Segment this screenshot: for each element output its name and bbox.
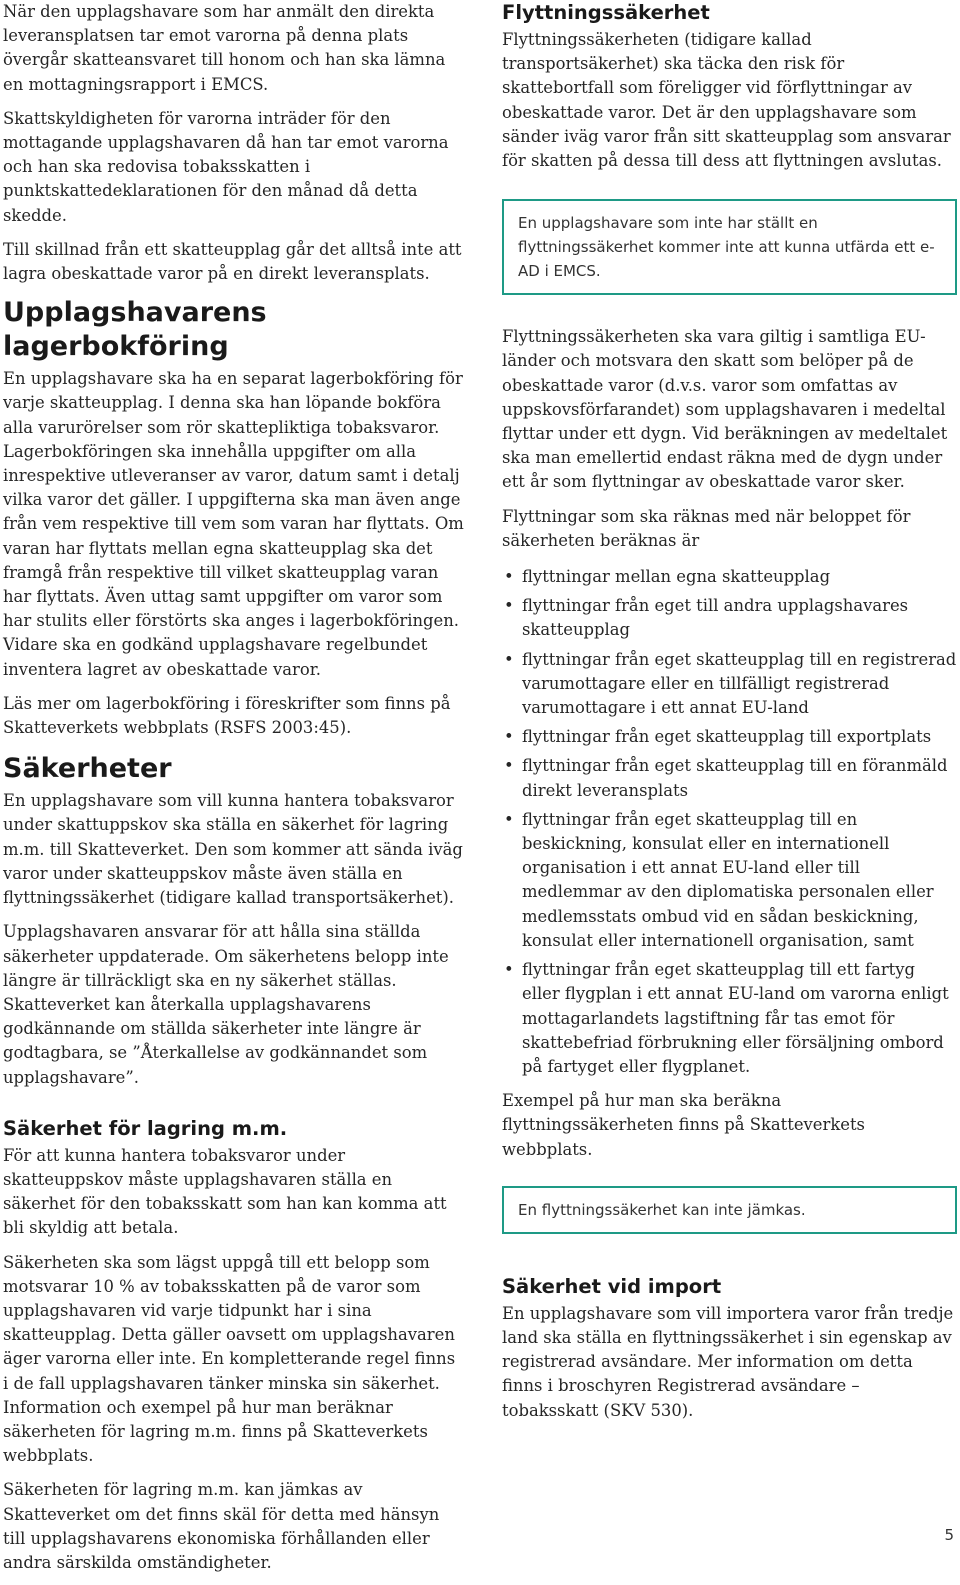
note-box-jamkas: En flyttningssäkerhet kan inte jämkas. [502, 1186, 957, 1234]
note-box-ead: En upplagshavare som inte har ställt en flyttningssäkerhet kommer inte att kunna utfärda ett e-AD i EMCS. [502, 199, 957, 295]
paragraph-flytt-intro: Flyttningssäkerheten (tidigare kallad transportsäkerhet) ska täcka den risk för skattebortfall som föreligger vid förflyttningar av obeskattade varor. Det är den upplagshavare som sänder iväg varor från sitt skatteupplag som ansvarar för skatten på dessa till dess att flyttningen avslutas. [502, 30, 951, 171]
paragraph-import: En upplagshavare som vill importera varor från tredje land ska ställa en flyttningssäkerhet i sin egenskap av registrerad avsändare. Mer information om detta finns i broschyren Registrerad avsändare – tobaksskatt (SKV 530). [502, 1303, 954, 1420]
paragraph-storage-difference: Till skillnad från ett skatteupplag går det alltså inte att lagra obeskattade varor på en direkt leveransplats. [3, 239, 462, 284]
paragraph-lagring-1: För att kunna hantera tobaksvaror under skatteuppskov måste upplagshavaren ställa en säkerhet för den tobaksskatt som han kan komma att bli skyldig att betala. [3, 1145, 447, 1238]
paragraph-flytt-validity: Flyttningssäkerheten ska vara giltig i samtliga EU-länder och motsvara den skatt som belöper på de obeskattade varor (d.v.s. varor som omfattas av uppskovsförfarandet) som upplagshavaren i medeltal flyttar under ett dygn. Vid beräkningen av medeltalet ska man emellertid endast räkna med de dygn under ett år som flyttningar av obeskattade varor sker. [502, 327, 948, 492]
left-column [3, 0, 465, 1585]
list-item: • flyttningar från eget skatteupplag till en beskickning, konsulat eller en internationell organisation i ett annat EU-land eller till medlemmar av den diplomatiska personalen eller medlemsstats ombud vid en sådan beskickning, konsulat eller internationell organisation, samt [502, 808, 957, 953]
list-item: • flyttningar från eget till andra upplagshavares skatteupplag [502, 594, 957, 642]
paragraph-tax-liability: Skattskyldigheten för varorna inträder för den mottagande upplagshavaren då han tar emot varorna och han ska redovisa tobaksskatten i punktskattedeklarationen för den månad då detta skedde. [3, 108, 449, 225]
heading-sakerheter: Säkerheter [3, 753, 172, 785]
page-number: 5 [944, 1526, 954, 1544]
right-column [502, 0, 957, 1433]
list-item: • flyttningar från eget skatteupplag till ett fartyg eller flygplan i ett annat EU-land om varorna enligt mottagarlandets lagstiftning får tas emot för skattebefriad förbrukning eller försäljning ombord på fartyget eller flygplanet. [502, 958, 957, 1079]
list-item: • flyttningar från eget skatteupplag till exportplats [502, 725, 957, 749]
heading-sakerhet-import: Säkerhet vid import [502, 1274, 722, 1298]
paragraph-lagring-3: Säkerheten för lagring m.m. kan jämkas av Skatteverket om det finns skäl för detta med hänsyn till upplagshavarens ekonomiska förhållanden eller andra särskilda omständigheter. [3, 1480, 440, 1572]
paragraph-direct-delivery: När den upplagshavare som har anmält den direkta leveransplatsen tar emot varorna på denna plats övergår skatteansvaret till honom och han ska lämna en mottagningsrapport i EMCS. [3, 2, 446, 94]
paragraph-sakerheter-intro: En upplagshavare som vill kunna hantera tobaksvaror under skattuppskov ska ställa en säkerhet för lagring m.m. till Skatteverket. Den som kommer att sända iväg varor under skatteuppskov måste även ställa en flyttningssäkerhet (tidigare kallad transportsäkerhet). [3, 791, 463, 908]
bullet-list-flyttningar [502, 565, 957, 1079]
paragraph-flytt-example: Exempel på hur man ska beräkna flyttningssäkerheten finns på Skatteverkets webbplats. [502, 1091, 865, 1159]
paragraph-lagerbokforing: En upplagshavare ska ha en separat lagerbokföring för varje skatteupplag. I denna ska han löpande bokföra alla varurörelser som rör skattepliktiga tobaksvaror. Lagerbokföringen ska innehålla uppgifter om alla inrespektive utleveranser av varor, datum samt i detalj vilka varor det gäller. I uppgifterna ska man även ange från vem respektive till vem som varan har flyttats. Om varan har flyttats mellan egna skatteupplag ska det framgå från respektive till vilket skatteupplag varan har flyttats. Även uttag samt uppgifter om varor som har stulits eller förstörts ska anges i lagerbokföringen. Vidare ska en godkänd upplagshavare regelbundet inventera lagret av obeskattade varor. [3, 369, 464, 679]
list-item: • flyttningar från eget skatteupplag till en registrerad varumottagare eller en tillfälligt registrerad varumottagare i ett annat EU-land [502, 648, 957, 721]
heading-lagerbokforing: Upplagshavarens lagerbokföring [3, 297, 267, 363]
list-item: • flyttningar mellan egna skatteupplag [502, 565, 957, 589]
paragraph-lagring-2: Säkerheten ska som lägst uppgå till ett belopp som motsvarar 10 % av tobaksskatten på de varor som upplagshavaren vid varje tidpunkt har i sina skatteupplag. Detta gäller oavsett om upplagshavaren äger varorna eller inte. En kompletterande regel finns i de fall upplagshavaren tänker minska sin säkerhet. Information och exempel på hur man beräknar säkerheten för lagring m.m. finns på Skatteverkets webbplats. [3, 1252, 456, 1466]
paragraph-read-more: Läs mer om lagerbokföring i föreskrifter som finns på Skatteverkets webbplats (RSFS 2003:45). [3, 693, 451, 738]
heading-flyttningssakerhet: Flyttningssäkerhet [502, 1, 710, 24]
paragraph-sakerheter-update: Upplagshavaren ansvarar för att hålla sina ställda säkerheter uppdaterade. Om säkerhetens belopp inte längre är tillräckligt ska en ny säkerhet ställas. Skatteverket kan återkalla upplagshavarens godkännande om ställda säkerheter inte längre är godtagbara, se ”Återkallelse av godkännandet som upplagshavare”. [3, 922, 449, 1087]
paragraph-flytt-calc: Flyttningar som ska räknas med när beloppet för säkerheten beräknas är [502, 506, 911, 550]
heading-sakerhet-lagring: Säkerhet för lagring m.m. [3, 1116, 288, 1140]
list-item: • flyttningar från eget skatteupplag till en föranmäld direkt leveransplats [502, 754, 957, 802]
